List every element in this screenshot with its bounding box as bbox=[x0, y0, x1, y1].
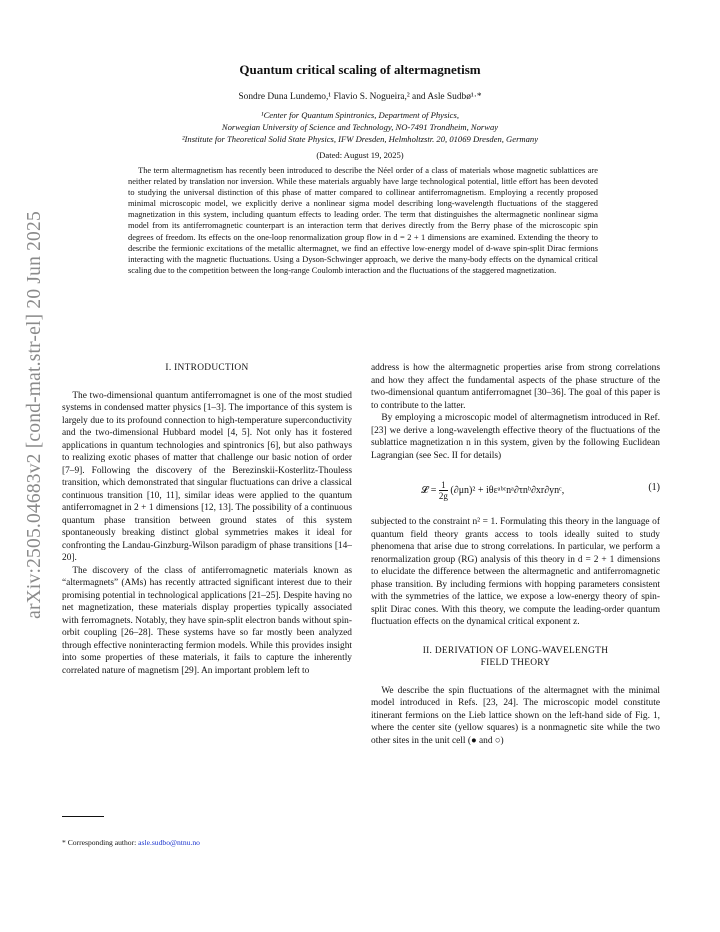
intro-paragraph-4: By employing a microscopic model of altermagnetism introduced in Ref. [23] we derive a long-wavelength effective theory of the fluctuations of the sublattice magnetization n in this system, given by the following Euclidean Lagrangian (see Sec. II for details) bbox=[371, 413, 660, 461]
fraction-numerator: 1 bbox=[441, 480, 446, 490]
intro-paragraph-2: The discovery of the class of antiferromagnetic materials known as “altermagnets” (AMs) has recently attracted significant interest due to their promising potential in technological applications [21–25]. Despite having no net magnetization, these materials display properties typically associated with ferromagnets. Notably, they have spin-split electron bands without spin-orbit coupling [26–28]. These systems have so far mostly been analyzed through effective noninteracting fermion models. While this provides insight into some properties of these materials, it fails to capture the inherently correlated nature of magnetism [29]. An important problem left to bbox=[62, 565, 352, 676]
abstract-text: The term altermagnetism has recently been introduced to describe the Néel order of a class of materials whose magnetic sublattices are neither related by translation nor inversion. While these materials arguably have large technological potential, little effort has been devoted to studying the universal distinction of this phase of matter compared to collinear antiferromagnetism. Employing a recently proposed minimal microscopic model, we explicitly derive a nonlinear sigma model describing long-wavelength fluctuations of the staggered magnetization in this system, including quantum effects to leading order. The term that distinguishes the altermagnetic nonlinear sigma model from its antiferromagnetic counterpart is an interaction term that derives directly from the Berry phase of the microscopic spin degrees of freedom. Its effects on the one-loop renormalization group flow in d = 2 + 1 dimensions are examined. Extending the theory to describe the fermionic excitations of the metallic altermagnet, we find an effective low-energy model of d-wave spin-split Dirac fermions interacting with the magnetic fluctuations. Using a Dyson-Schwinger approach, we derive the many-body effects on the dynamical critical scaling due to the competition between the long-range Coulomb interaction and the fluctuations of the staggered magnetization. bbox=[128, 166, 598, 275]
equation-1 bbox=[371, 472, 660, 506]
section-heading-derivation-1: II. DERIVATION OF LONG-WAVELENGTH bbox=[422, 645, 609, 656]
equation-number: (1) bbox=[648, 482, 660, 493]
author-list: Sondre Duna Lundemo,¹ Flavio S. Nogueira,² and Asle Sudbø¹·* bbox=[238, 92, 482, 102]
paper-title: Quantum critical scaling of altermagnetism bbox=[239, 62, 481, 77]
equation-lhs: 𝓛 = bbox=[421, 484, 437, 496]
affiliation-1a: ¹Center for Quantum Spintronics, Department of Physics, bbox=[261, 110, 459, 120]
intro-paragraph-1: The two-dimensional quantum antiferromagnet is one of the most studied systems in condensed matter physics [1–3]. The importance of this system is largely due to its profound connection to high-temperature superconductivity and the two-dimensional Hubbard model [4, 5]. Not only has it fostered applications in quantum technologies and spintronics [6], but also pathways to realizing exotic phases of matter that challenge our basic notion of order [7–9]. Following the discovery of the Berezinskii-Kosterlitz-Thouless transition, which demonstrated that singular fluctuations can drive a classical continuous transition [10, 11], similar ideas were applied to the quantum antiferromagnet in 2 + 1 dimensions [12, 13]. The possibility of a continuous quantum phase transition between ground states of this system spontaneously breaking distinct global symmetries makes it ideal for confronting the Landau-Ginzburg-Wilson paradigm of phase transitions [14–20]. bbox=[62, 390, 352, 563]
arxiv-sidebar-stamp bbox=[22, 205, 48, 625]
dated-line: (Dated: August 19, 2025) bbox=[316, 150, 404, 160]
equation-fraction bbox=[439, 480, 448, 501]
right-column bbox=[371, 362, 660, 747]
section-heading-introduction: I. INTRODUCTION bbox=[165, 363, 249, 373]
derivation-paragraph-1: We describe the spin fluctuations of the altermagnet with the minimal model introduced in Refs. [23, 24]. The microscopic model constitute itinerant fermions on the Lieb lattice shown on the left-hand side of Fig. 1, where the center site (yellow squares) is a nonmagnetic site while the two other sites in the unit cell (● and ○) bbox=[371, 685, 660, 746]
equation-body bbox=[421, 480, 564, 501]
affiliation-2: ²Institute for Theoretical Solid State Physics, IFW Dresden, Helmholtzstr. 20, 01069 Dresden, Germany bbox=[181, 134, 539, 144]
abstract bbox=[128, 165, 598, 276]
left-column bbox=[62, 362, 352, 677]
author-email-link[interactable]: asle.sudbo@ntnu.no bbox=[138, 838, 200, 847]
arxiv-id: arXiv:2505.04683v2 [cond-mat.str-el] 20 Jun 2025 bbox=[24, 211, 45, 619]
intro-paragraph-5: subjected to the constraint n² = 1. Formulating this theory in the language of quantum field theory grants access to tools ideally suited to study phenomena that arise due to strong correlations. In particular, we perform a renormalization group (RG) analysis of this theory in d = 2 + 1 dimensions to elucidate the difference between the altermagnetic and antiferromagnetic phase transition. By including fermions with hopping parameters consistent with the symmetries of the lattice, we expose a low-energy theory of spin-split Dirac cones. With this theory, we compute the leading-order quantum fluctuation effects on the dynamical critical exponent z. bbox=[371, 517, 660, 627]
fraction-denominator: 2g bbox=[438, 491, 448, 501]
intro-paragraph-3: address is how the altermagnetic properties arise from strong correlations and how they affect the fundamental aspects of the phase structure of the two-dimensional quantum antiferromagnet [30–36]. The goal of this paper is to contribute to the latter. bbox=[371, 363, 660, 411]
footnote-rule bbox=[62, 816, 104, 817]
section-heading-derivation-2: FIELD THEORY bbox=[480, 658, 551, 668]
footnote bbox=[62, 838, 200, 847]
affiliation-1b: Norwegian University of Science and Technology, NO-7491 Trondheim, Norway bbox=[221, 122, 499, 132]
footnote-text: * Corresponding author: bbox=[62, 838, 139, 847]
equation-rhs: (∂μn)² + iθεᵃᵇᶜnᵃ∂τnᵇ∂xr∂ynᶜ, bbox=[450, 484, 565, 496]
